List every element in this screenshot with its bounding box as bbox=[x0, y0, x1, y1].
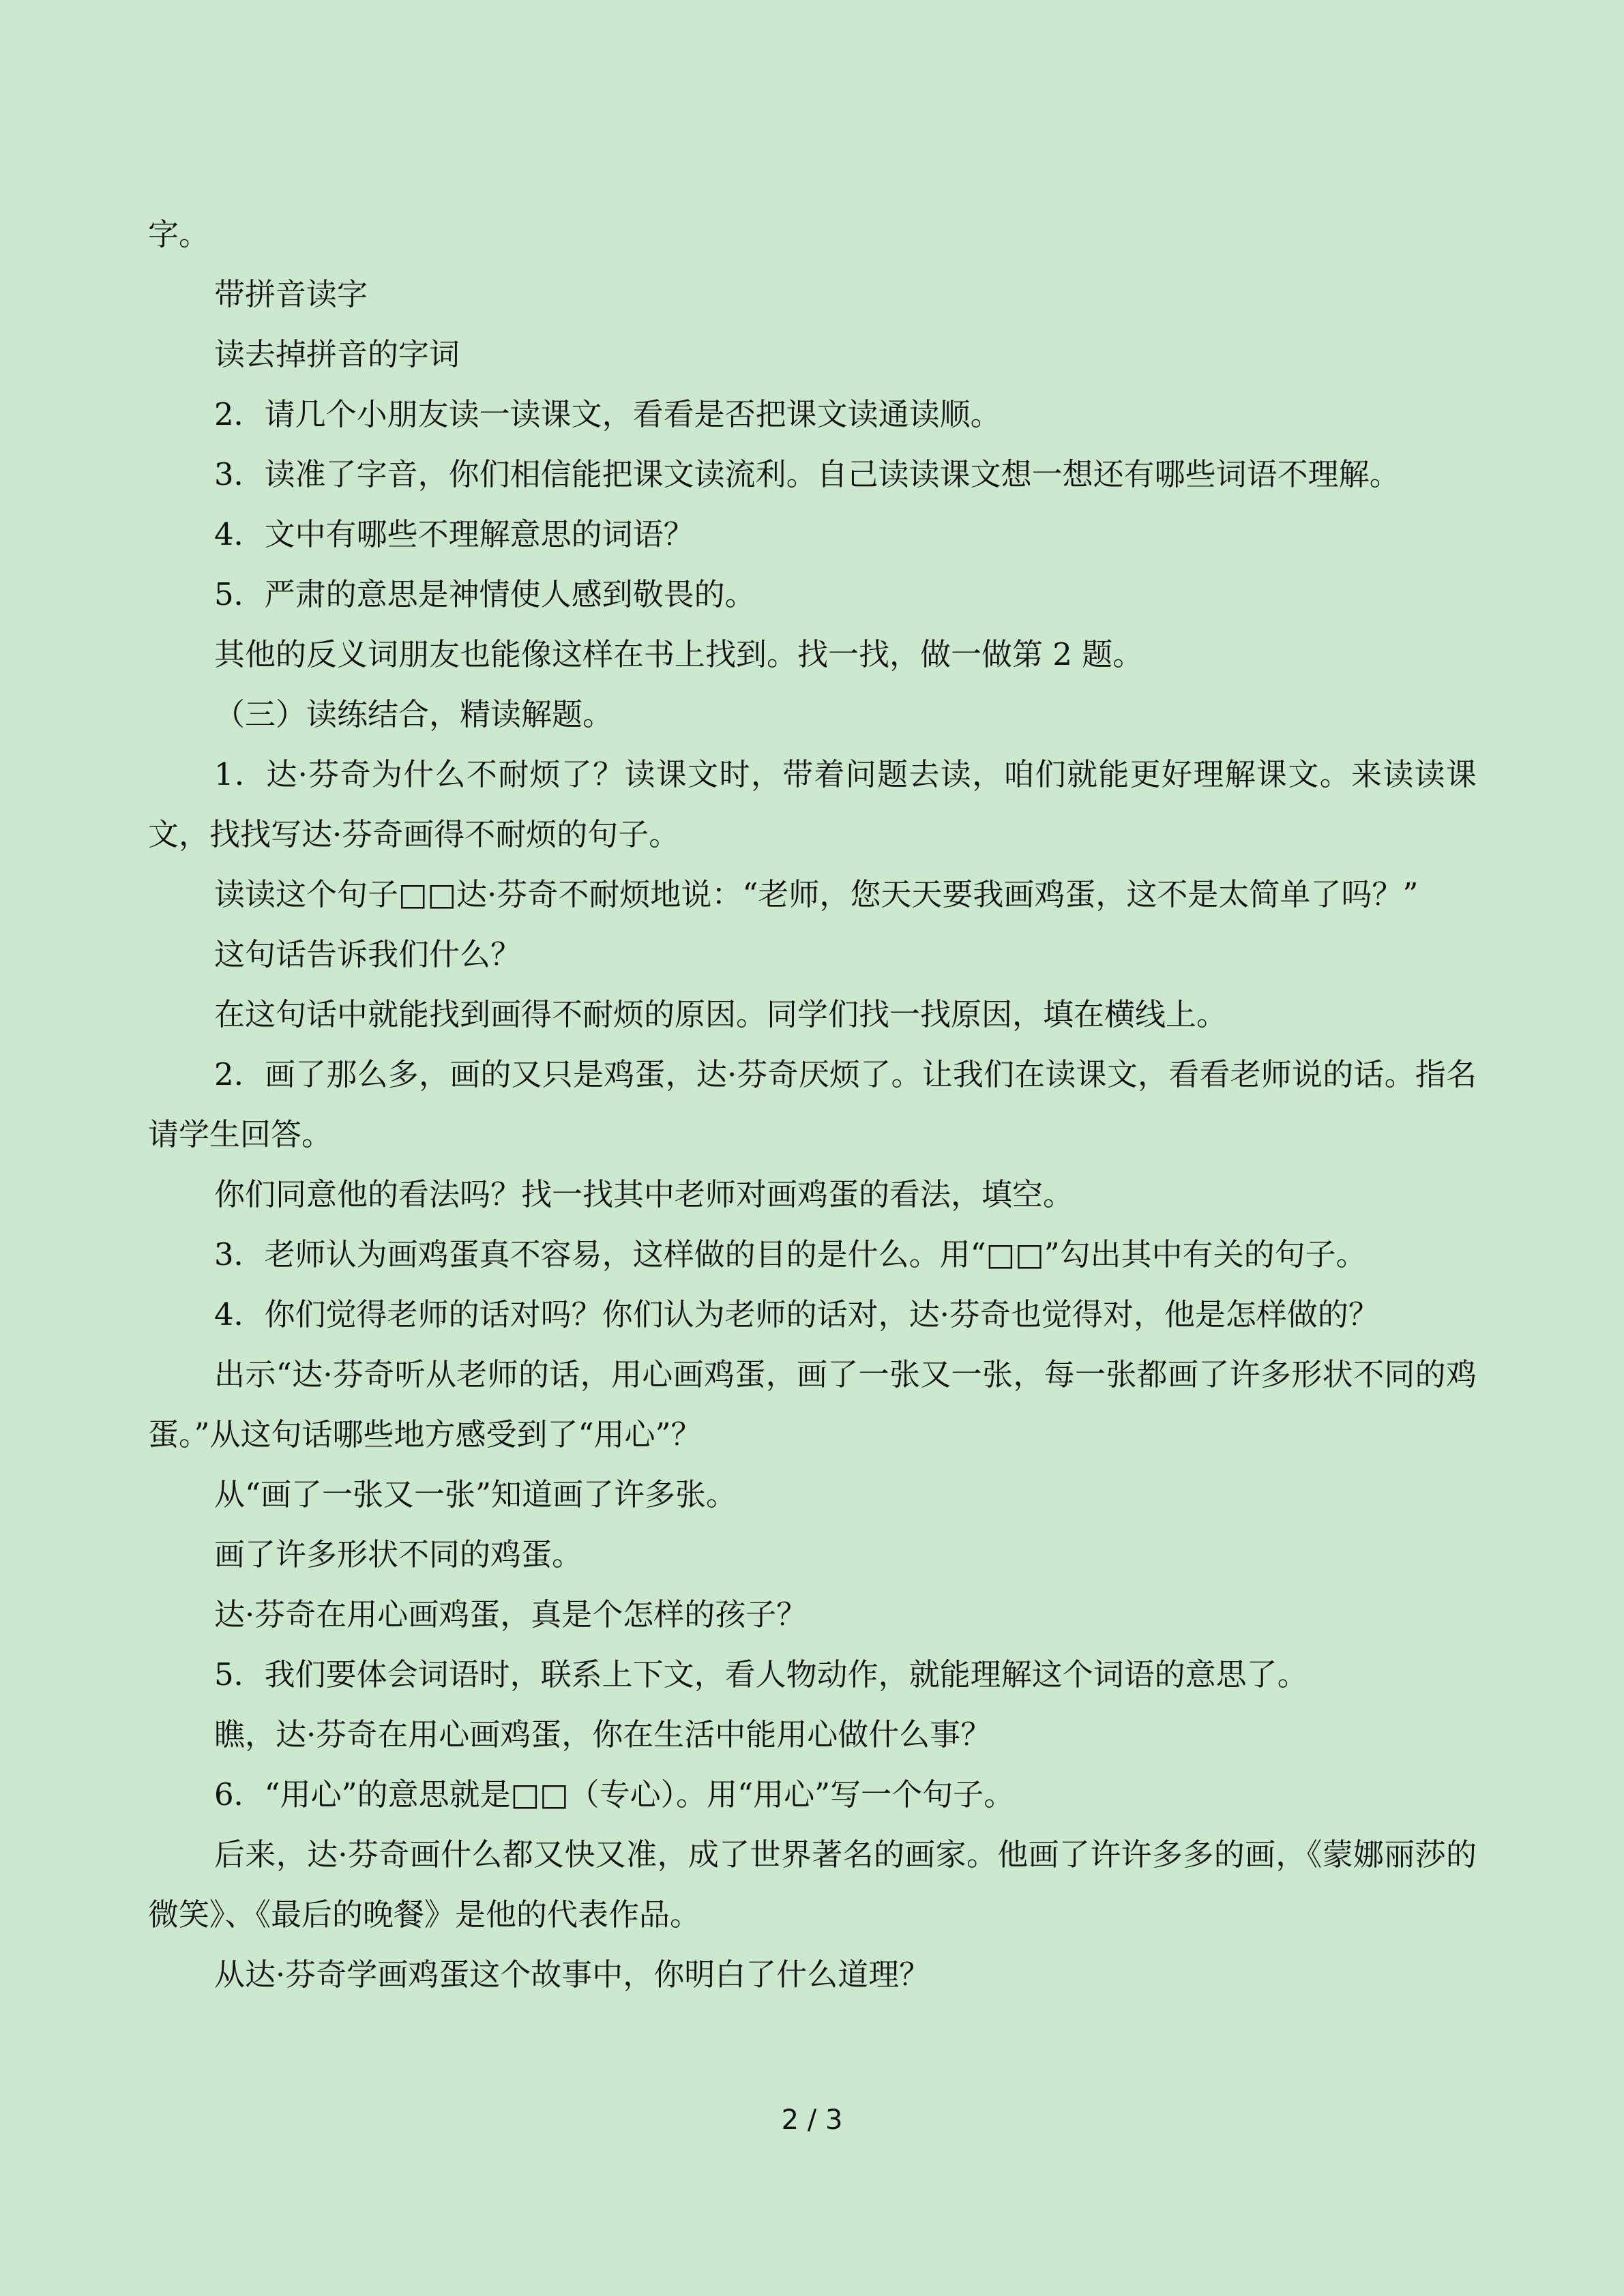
paragraph: 画了许多形状不同的鸡蛋。 bbox=[214, 1536, 583, 1572]
paragraph: 在这句话中就能找到画得不耐烦的原因。同学们找一找原因，填在横线上。 bbox=[214, 996, 1228, 1032]
paragraph: 3．老师认为画鸡蛋真不容易，这样做的目的是什么。用“□□”勾出其中有关的句子。 bbox=[214, 1236, 1367, 1272]
paragraph: 你们同意他的看法吗？找一找其中老师对画鸡蛋的看法，填空。 bbox=[214, 1176, 1074, 1212]
page-number: 2 / 3 bbox=[781, 2104, 843, 2136]
paragraph: 读去掉拼音的字词 bbox=[214, 336, 460, 372]
paragraph: 后来，达·芬奇画什么都又快又准，成了世界著名的画家。他画了许许多多的画，《蒙娜丽莎的微笑》、《最后的晚餐》是他的代表作品。 bbox=[148, 1836, 1477, 1933]
paragraph: 其他的反义词朋友也能像这样在书上找到。找一找，做一做第 2 题。 bbox=[214, 636, 1144, 672]
paragraph: 带拼音读字 bbox=[214, 276, 368, 312]
paragraph: 5．我们要体会词语时，联系上下文，看人物动作，就能理解这个词语的意思了。 bbox=[214, 1656, 1308, 1693]
paragraph: 出示“达·芬奇听从老师的话，用心画鸡蛋，画了一张又一张，每一张都画了许多形状不同的鸡蛋。”从这句话哪些地方感受到了“用心”？ bbox=[148, 1356, 1477, 1452]
paragraph: 2．请几个小朋友读一读课文，看看是否把课文读通读顺。 bbox=[214, 396, 1001, 432]
paragraph: 3．读准了字音，你们相信能把课文读流利。自己读读课文想一想还有哪些词语不理解。 bbox=[214, 456, 1400, 492]
paragraph: 达·芬奇在用心画鸡蛋，真是个怎样的孩子？ bbox=[214, 1596, 808, 1632]
paragraph: 瞧，达·芬奇在用心画鸡蛋，你在生活中能用心做什么事？ bbox=[214, 1716, 992, 1753]
paragraph: 从达·芬奇学画鸡蛋这个故事中，你明白了什么道理？ bbox=[214, 1956, 930, 1993]
paragraph: 读读这个句子□□达·芬奇不耐烦地说：“老师，您天天要我画鸡蛋，这不是太简单了吗？” bbox=[214, 876, 1419, 912]
paragraph-list bbox=[148, 205, 1477, 2005]
paragraph: 从“画了一张又一张”知道画了许多张。 bbox=[214, 1476, 737, 1512]
paragraph: 2．画了那么多，画的又只是鸡蛋，达·芬奇厌烦了。让我们在读课文，看看老师说的话。指名请学生回答。 bbox=[148, 1056, 1477, 1152]
paragraph: 4．你们觉得老师的话对吗？你们认为老师的话对，达·芬奇也觉得对，他是怎样做的？ bbox=[214, 1296, 1379, 1332]
paragraph: 6．“用心”的意思就是□□（专心）。用“用心”写一个句子。 bbox=[214, 1776, 1015, 1813]
paragraph: 字。 bbox=[148, 216, 210, 252]
paragraph: 4．文中有哪些不理解意思的词语？ bbox=[214, 516, 694, 552]
paragraph: 5．严肃的意思是神情使人感到敬畏的。 bbox=[214, 576, 756, 612]
paragraph: 这句话告诉我们什么？ bbox=[214, 936, 522, 972]
paragraph: （三）读练结合，精读解题。 bbox=[214, 696, 614, 732]
paragraph: 1．达·芬奇为什么不耐烦了？读课文时，带着问题去读，咱们就能更好理解课文。来读读课文，找找写达·芬奇画得不耐烦的句子。 bbox=[148, 756, 1477, 852]
